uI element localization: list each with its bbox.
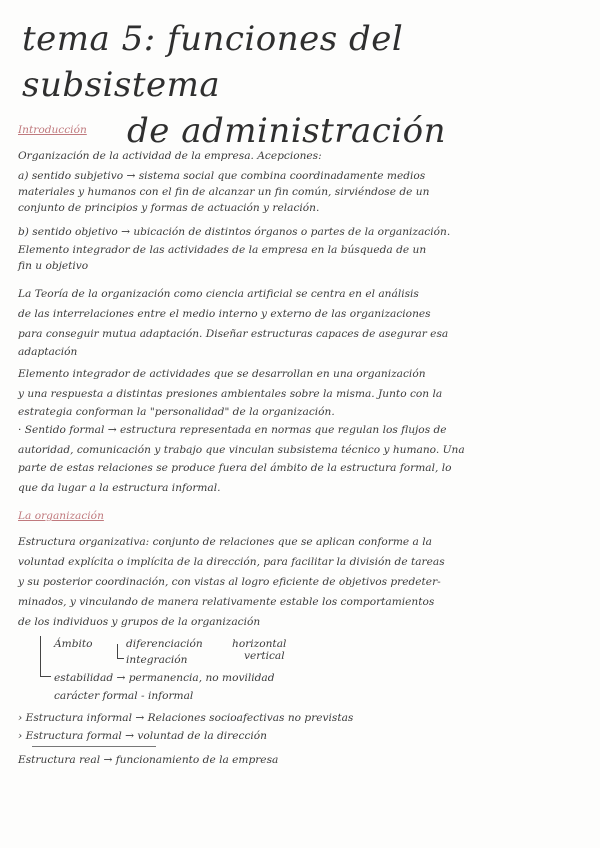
element-line: parte de estas relaciones se produce fuera del ámbito de la estructura formal, lo	[18, 462, 452, 474]
bullet-item: Estructura real → funcionamiento de la empresa	[18, 754, 279, 766]
org-line: de los individuos y grupos de la organización	[18, 616, 261, 628]
org-line: y su posterior coordinación, con vistas al logro eficiente de objetivos predeter-	[18, 576, 441, 588]
tree-diferenciacion: diferenciación	[126, 638, 203, 650]
intro-line: Organización de la actividad de la empresa. Acepciones:	[18, 150, 322, 162]
tree-integracion: integración	[126, 654, 188, 666]
tree-caracter: carácter formal - informal	[54, 690, 194, 702]
divider	[32, 746, 156, 747]
org-heading: La organización	[18, 510, 104, 522]
tree-bracket	[40, 636, 51, 677]
tree-horizontal: horizontal	[232, 638, 287, 650]
element-line: estrategia conforman la "personalidad" de la organización.	[18, 406, 335, 418]
element-line: Elemento integrador de actividades que se desarrollan en una organización	[18, 368, 426, 380]
intro-line: fin u objetivo	[18, 260, 89, 272]
tree-vertical: vertical	[244, 650, 285, 662]
tree-estabilidad: estabilidad → permanencia, no movilidad	[54, 672, 275, 684]
title-line-2: de administración	[127, 111, 447, 151]
element-line: que da lugar a la estructura informal.	[18, 482, 221, 494]
element-line: · Sentido formal → estructura representada en normas que regulan los flujos de	[18, 424, 447, 436]
tree-subbracket	[117, 644, 124, 659]
theory-line: de las interrelaciones entre el medio interno y externo de las organizaciones	[18, 308, 431, 320]
theory-line: para conseguir mutua adaptación. Diseñar estructuras capaces de asegurar esa	[18, 328, 449, 340]
element-line: autoridad, comunicación y trabajo que vinculan subsistema técnico y humano. Una	[18, 444, 465, 456]
intro-line: conjunto de principios y formas de actuación y relación.	[18, 202, 320, 214]
theory-line: adaptación	[18, 346, 78, 358]
intro-heading: Introducción	[18, 124, 87, 136]
theory-line: La Teoría de la organización como ciencia artificial se centra en el análisis	[18, 288, 419, 300]
bullet-item: › Estructura formal → voluntad de la dirección	[18, 730, 267, 742]
org-line: minados, y vinculando de manera relativamente estable los comportamientos	[18, 596, 435, 608]
intro-line: materiales y humanos con el fin de alcanzar un fin común, sirviéndose de un	[18, 186, 430, 198]
page-title	[22, 16, 582, 154]
org-line: Estructura organizativa: conjunto de relaciones que se aplican conforme a la	[18, 536, 432, 548]
element-line: y una respuesta a distintas presiones ambientales sobre la misma. Junto con la	[18, 388, 443, 400]
bullet-item: › Estructura informal → Relaciones socioafectivas no previstas	[18, 712, 354, 724]
intro-line: a) sentido subjetivo → sistema social que combina coordinadamente medios	[18, 170, 426, 182]
org-line: voluntad explícita o implícita de la dirección, para facilitar la división de tareas	[18, 556, 445, 568]
intro-line: b) sentido objetivo → ubicación de distintos órganos o partes de la organización.	[18, 226, 451, 238]
intro-line: Elemento integrador de las actividades de la empresa en la búsqueda de un	[18, 244, 427, 256]
tree-ambito: Ámbito	[54, 638, 93, 650]
title-line-1: tema 5: funciones del subsistema	[22, 19, 404, 105]
